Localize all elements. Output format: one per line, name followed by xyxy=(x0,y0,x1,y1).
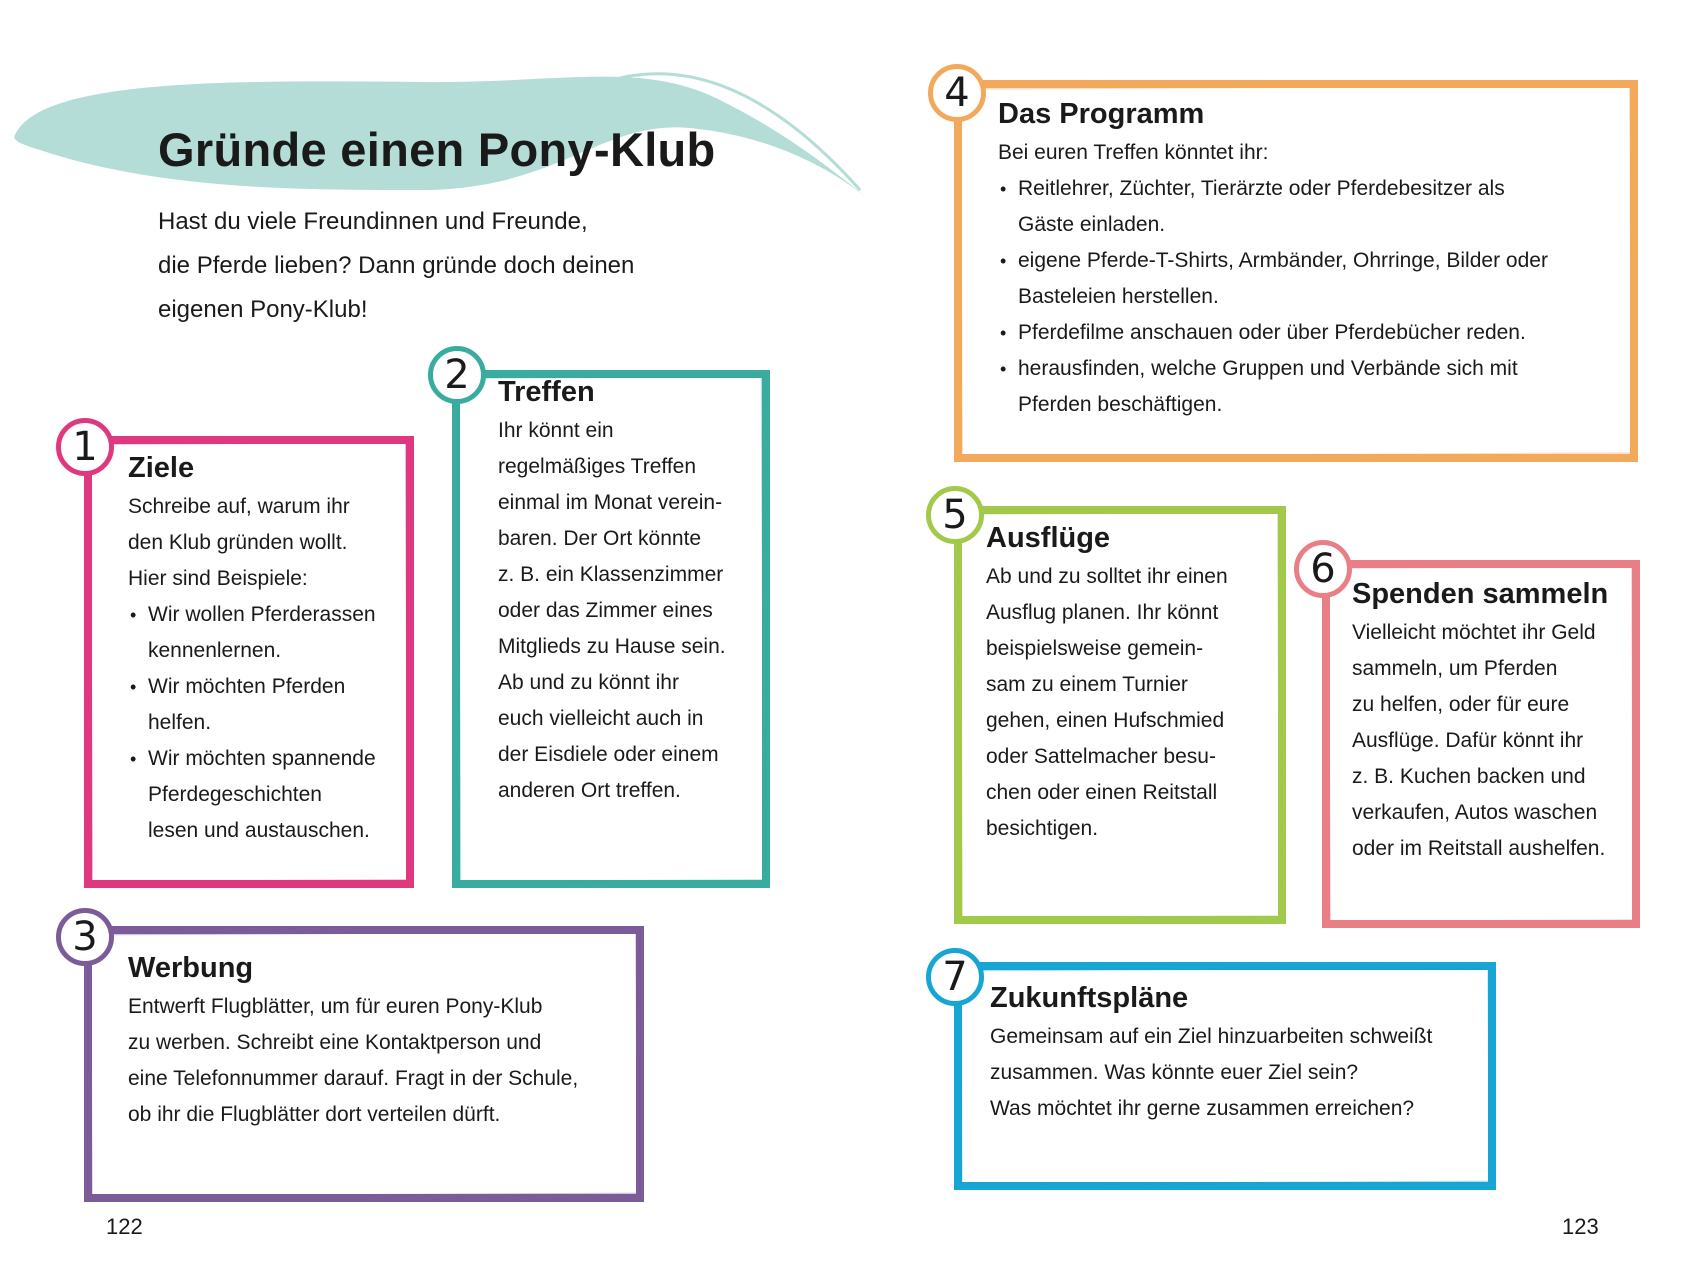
text-line: Hier sind Beispiele: xyxy=(128,567,308,590)
card-text xyxy=(498,413,768,809)
card-text xyxy=(128,489,408,597)
text-line: zu werben. Schreibt eine Kontaktperson und xyxy=(128,1031,542,1054)
text-line: Pferdegeschichten xyxy=(148,783,322,806)
text-line: helfen. xyxy=(148,711,212,734)
text-line: besichtigen. xyxy=(986,817,1099,840)
text-line: Schreibe auf, warum ihr xyxy=(128,495,350,518)
card-text xyxy=(128,989,638,1133)
text-line: regelmäßiges Treffen xyxy=(498,455,697,478)
text-line: eine Telefonnummer darauf. Fragt in der Schule, xyxy=(128,1067,579,1090)
intro-line: Hast du viele Freundinnen und Freunde, xyxy=(158,208,588,235)
text-line: • Wir wollen Pferderassen xyxy=(148,603,376,626)
text-line: • Pferdefilme anschauen oder über Pferdebücher reden. xyxy=(1018,321,1526,344)
text-line: • eigene Pferde-T-Shirts, Armbänder, Ohrringe, Bilder oder xyxy=(1018,249,1548,272)
text-line: • Reitlehrer, Züchter, Tierärzte oder Pferdebesitzer als xyxy=(1018,177,1505,200)
text-line: • Wir möchten spannende xyxy=(148,747,376,770)
page-number-left: 122 xyxy=(106,1214,143,1239)
card-text xyxy=(990,1019,1490,1127)
card-heading: Ausflüge xyxy=(986,522,1111,554)
text-line: Ausflug planen. Ihr könnt xyxy=(986,601,1219,624)
card-content-treffen xyxy=(498,376,768,809)
card-text xyxy=(1352,615,1642,867)
text-line: • Wir möchten Pferden xyxy=(148,675,346,698)
card-content-spenden xyxy=(1352,578,1642,867)
text-line: Was möchtet ihr gerne zusammen erreichen? xyxy=(990,1097,1415,1120)
text-line: z. B. ein Klassenzimmer xyxy=(498,563,724,586)
list-item xyxy=(128,741,408,849)
text-line: euch vielleicht auch in xyxy=(498,707,704,730)
text-line: z. B. Kuchen backen und xyxy=(1352,765,1586,788)
text-line: anderen Ort treffen. xyxy=(498,779,681,802)
text-line: Mitglieds zu Hause sein. xyxy=(498,635,726,658)
text-line: Pferden beschäftigen. xyxy=(1018,393,1223,416)
number-badge: 4 xyxy=(928,64,986,122)
list-item xyxy=(128,669,408,741)
text-line: ob ihr die Flugblätter dort verteilen dürft. xyxy=(128,1103,501,1126)
text-line: gehen, einen Hufschmied xyxy=(986,709,1225,732)
page-title: Gründe einen Pony-Klub xyxy=(158,123,716,176)
bullet-list xyxy=(998,171,1628,423)
card-heading: Das Programm xyxy=(998,98,1205,130)
card-heading: Zukunftspläne xyxy=(990,982,1189,1014)
text-line: Basteleien herstellen. xyxy=(1018,285,1219,308)
intro-paragraph xyxy=(158,200,718,332)
text-line: sam zu einem Turnier xyxy=(986,673,1188,696)
intro-line: die Pferde lieben? Dann gründe doch deinen xyxy=(158,252,635,279)
text-line: beispielsweise gemein- xyxy=(986,637,1204,660)
card-text xyxy=(986,559,1276,847)
page-number-right: 123 xyxy=(1562,1214,1599,1239)
text-line: oder das Zimmer eines xyxy=(498,599,713,622)
text-line: Ihr könnt ein xyxy=(498,419,614,442)
text-line: Gemeinsam auf ein Ziel hinzuarbeiten schweißt xyxy=(990,1025,1433,1048)
text-line: sammeln, um Pferden xyxy=(1352,657,1558,680)
card-heading: Ziele xyxy=(128,452,195,484)
card-content-zukunft xyxy=(990,982,1490,1127)
text-line: kennenlernen. xyxy=(148,639,282,662)
number-badge: 7 xyxy=(926,948,984,1006)
text-line: Ab und zu könnt ihr xyxy=(498,671,679,694)
text-line: zu helfen, oder für eure xyxy=(1352,693,1570,716)
text-line: chen oder einen Reitstall xyxy=(986,781,1218,804)
list-item xyxy=(998,243,1628,315)
number-badge: 1 xyxy=(56,418,114,476)
card-heading: Werbung xyxy=(128,952,254,984)
card-heading: Treffen xyxy=(498,376,595,408)
text-line: Bei euren Treffen könntet ihr: xyxy=(998,141,1269,164)
text-line: Gäste einladen. xyxy=(1018,213,1166,236)
text-line: verkaufen, Autos waschen xyxy=(1352,801,1598,824)
list-item xyxy=(998,171,1628,243)
text-line: zusammen. Was könnte euer Ziel sein? xyxy=(990,1061,1359,1084)
card-heading: Spenden sammeln xyxy=(1352,578,1609,610)
number-badge: 3 xyxy=(56,908,114,966)
number-badge: 6 xyxy=(1294,540,1352,598)
number-badge: 2 xyxy=(428,346,486,404)
text-line: der Eisdiele oder einem xyxy=(498,743,719,766)
card-content-ausfluege xyxy=(986,522,1276,847)
text-line: Vielleicht möchtet ihr Geld xyxy=(1352,621,1596,644)
intro-line: eigenen Pony-Klub! xyxy=(158,296,368,323)
text-line: Ab und zu solltet ihr einen xyxy=(986,565,1228,588)
bullet-list xyxy=(128,597,408,849)
card-content-programm xyxy=(998,98,1628,423)
text-line: Ausflüge. Dafür könnt ihr xyxy=(1352,729,1584,752)
text-line: • herausfinden, welche Gruppen und Verbände sich mit xyxy=(1018,357,1518,380)
text-line: baren. Der Ort könnte xyxy=(498,527,702,550)
text-line: oder im Reitstall aushelfen. xyxy=(1352,837,1606,860)
list-item xyxy=(998,351,1628,423)
text-line: den Klub gründen wollt. xyxy=(128,531,348,554)
card-content-ziele xyxy=(128,452,408,849)
card-content-werbung xyxy=(128,952,638,1133)
list-item xyxy=(128,597,408,669)
number-badge: 5 xyxy=(926,486,984,544)
text-line: Entwerft Flugblätter, um für euren Pony-Klub xyxy=(128,995,543,1018)
text-line: einmal im Monat verein- xyxy=(498,491,723,514)
list-item xyxy=(998,315,1628,351)
card-text xyxy=(998,135,1628,171)
text-line: oder Sattelmacher besu- xyxy=(986,745,1216,768)
text-line: lesen und austauschen. xyxy=(148,819,370,842)
